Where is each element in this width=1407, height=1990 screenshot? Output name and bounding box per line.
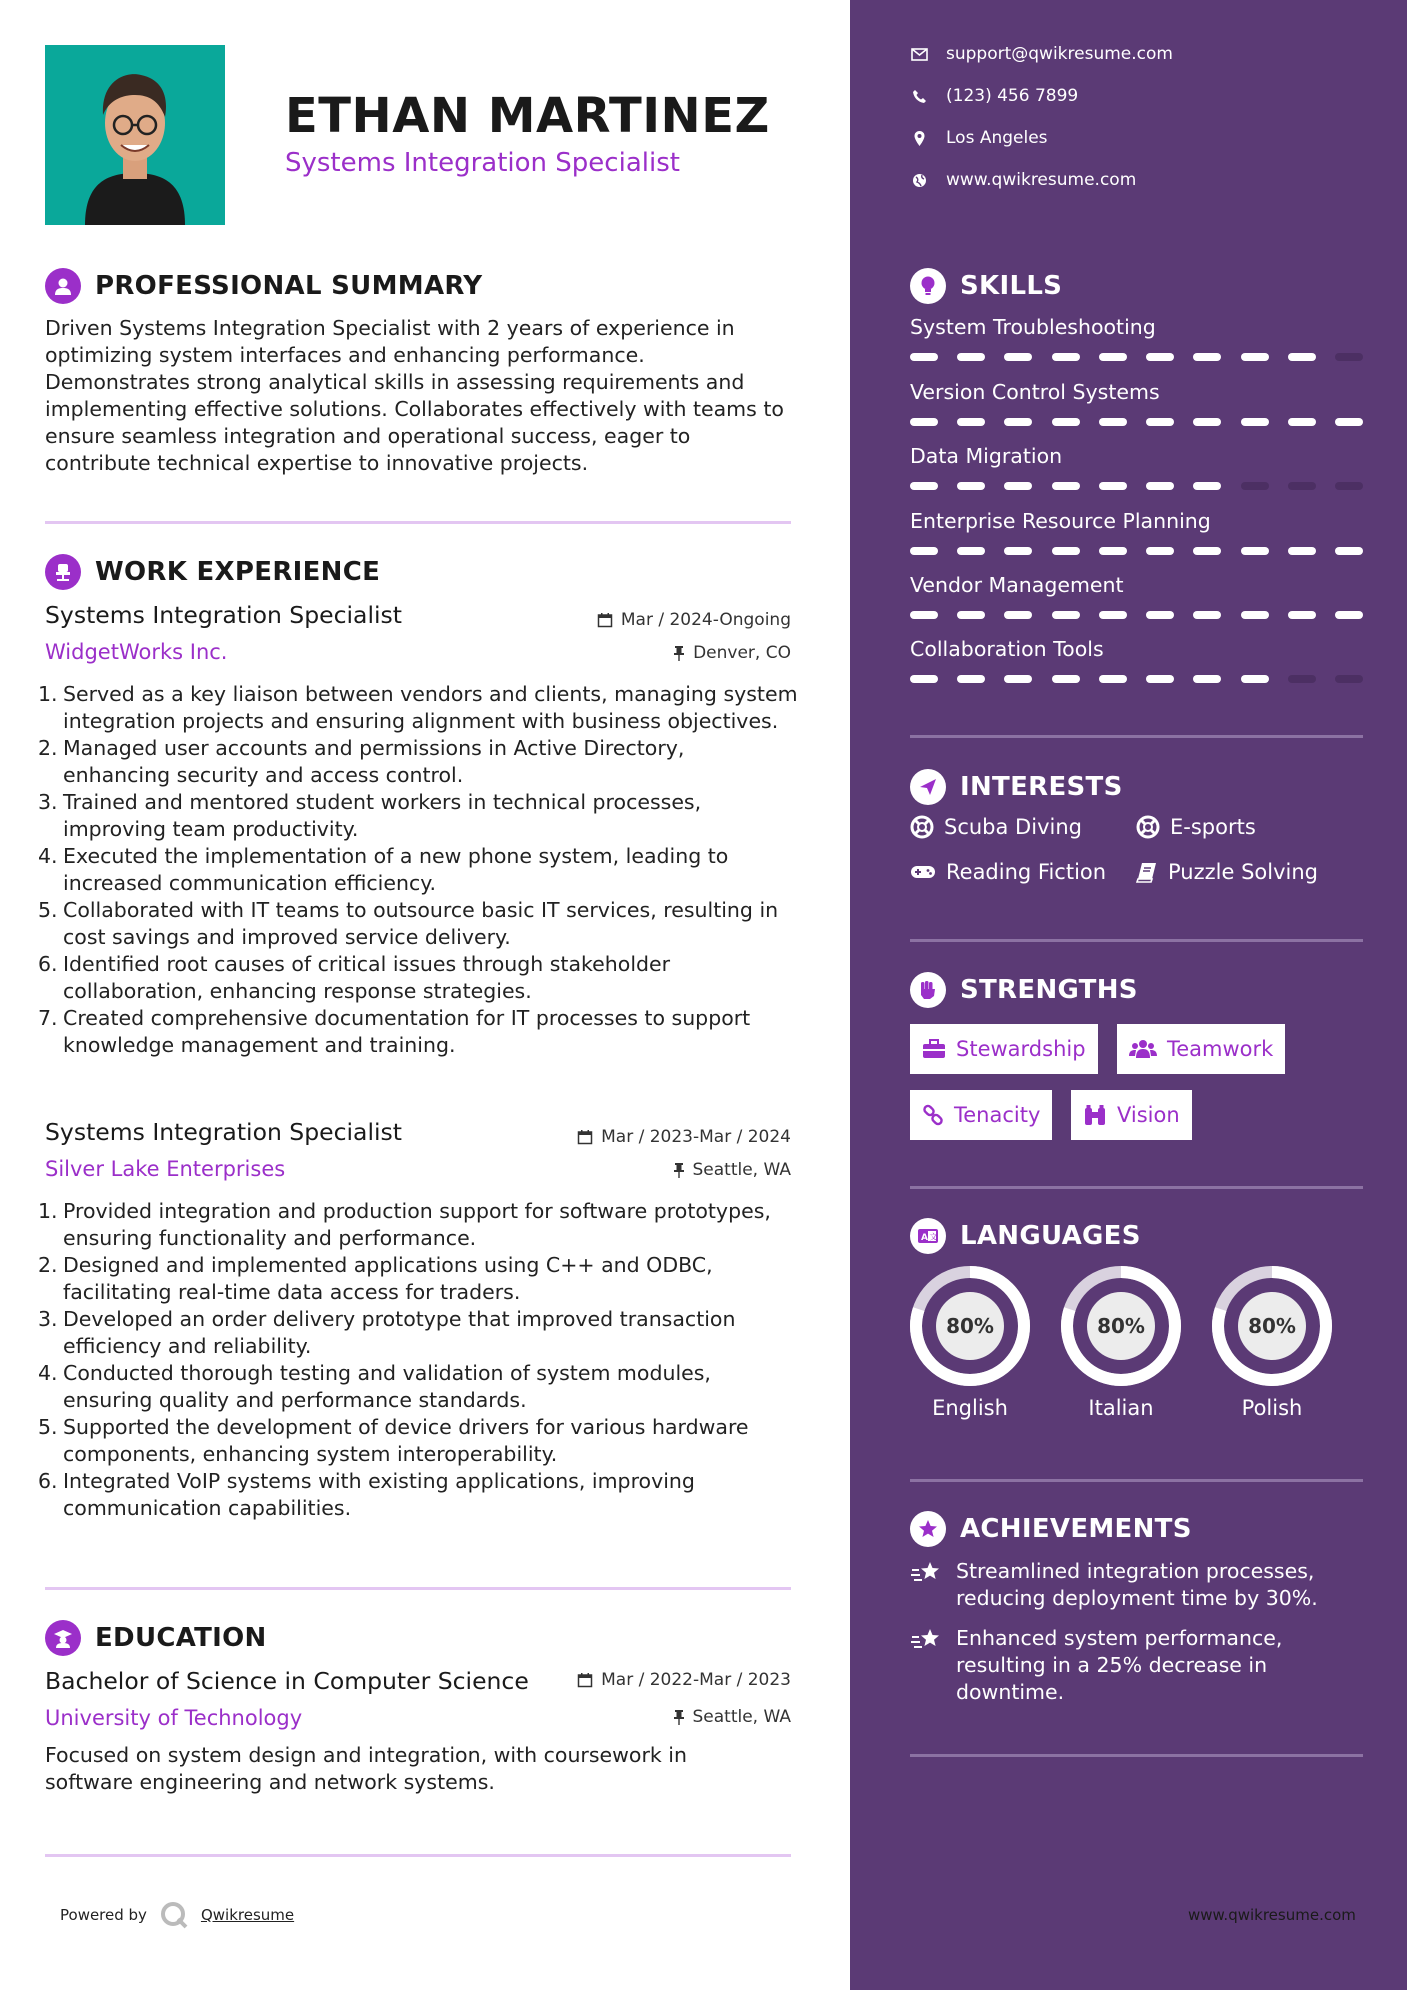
skill-segment-filled [1288,353,1316,361]
calendar-icon [577,1672,593,1688]
skill-segment-filled [1241,675,1269,683]
divider [910,939,1363,942]
language-icon [910,1218,946,1254]
strength-chip: Stewardship [910,1024,1098,1074]
achievements-heading: ACHIEVEMENTS [960,1514,1192,1544]
skill-segment-empty [1335,675,1363,683]
list-item: 1. Provided integration and production support for software prototypes, ensuring functionality and performance. [38,1199,771,1250]
chair-icon [45,554,81,590]
skill-segment-filled [1099,611,1127,619]
divider [910,735,1363,738]
skill-segment-filled [1099,547,1127,555]
list-item: 2. Designed and implemented applications using C++ and ODBC, facilitating real-time data access for traders. [38,1253,713,1304]
interest-item: Scuba Diving [910,815,1082,839]
skill-segment-empty [1335,353,1363,361]
skill-name: System Troubleshooting [910,315,1156,339]
skill-segment-filled [1146,418,1174,426]
language-percent-label: 80% [1097,1314,1145,1338]
skill-segment-empty [1288,482,1316,490]
paper-plane-icon [910,769,946,805]
job-location [673,643,791,663]
education-location [673,1707,792,1727]
skill-segment-filled [1146,353,1174,361]
link-icon [922,1104,944,1126]
user-icon [45,268,81,304]
lifebuoy-icon [910,815,934,839]
skill-level-bar [910,611,1363,620]
strength-chip: Vision [1071,1090,1192,1140]
list-item: 5. Collaborated with IT teams to outsource basic IT services, resulting in cost savings and improved service delivery. [38,898,779,949]
work-heading: WORK EXPERIENCE [95,557,381,587]
list-item: 3. Trained and mentored student workers in technical processes, improving team productivity. [38,790,702,841]
location-text: Los Angeles [946,128,1048,148]
skill-segment-filled [1099,353,1127,361]
skill-segment-filled [1052,418,1080,426]
skill-segment-filled [1241,547,1269,555]
footer-url[interactable]: www.qwikresume.com [1188,1906,1356,1924]
job-title: Systems Integration Specialist [45,1118,402,1146]
map-pin-icon [910,131,928,146]
users-icon [1129,1039,1157,1059]
skill-name: Data Migration [910,444,1063,468]
skill-segment-filled [1241,418,1269,426]
skill-segment-filled [1146,611,1174,619]
skill-segment-empty [1288,675,1316,683]
summary-header [45,268,482,304]
divider [910,1754,1363,1757]
star-badge-icon [910,1511,946,1547]
skill-segment-filled [1288,547,1316,555]
divider [45,1587,791,1590]
divider [45,521,791,524]
skill-segment-empty [1335,482,1363,490]
summary-text: Driven Systems Integration Specialist with 2 years of experience in optimizing system interfaces and enhancing performance. Demonstrates strong analytical skills in assessing requirements and implementing effective solutions. Collaborates effectively with teams to ensure seamless integration and operational success, eager to contribute technical expertise to innovative projects. [45,316,784,475]
skill-level-bar [910,418,1363,427]
calendar-icon [597,612,613,628]
skill-segment-filled [1146,675,1174,683]
skill-segment-filled [1146,547,1174,555]
skill-level-bar [910,353,1363,362]
gamepad-icon [910,863,936,881]
job-duties [38,681,798,1059]
contact-phone [910,86,1078,106]
skill-segment-filled [910,547,938,555]
list-item: 1. Served as a key liaison between vendors and clients, managing system integration projects and ensuring alignment with business objectives. [38,682,798,733]
list-item: 5. Supported the development of device drivers for various hardware components, enhancing system interoperability. [38,1415,749,1466]
skill-segment-filled [910,482,938,490]
skill-segment-filled [910,611,938,619]
shooting-star-icon [910,1558,944,1612]
interest-item: E-sports [1136,815,1256,839]
contact-email [910,44,1173,64]
interests-heading: INTERESTS [960,772,1123,802]
skill-segment-filled [1335,418,1363,426]
degree-title: Bachelor of Science in Computer Science [45,1667,529,1695]
divider [910,1186,1363,1189]
profile-photo [45,45,225,225]
skill-level-bar [910,675,1363,684]
skill-segment-filled [1004,611,1032,619]
skill-segment-filled [1099,418,1127,426]
job-date [577,1127,791,1147]
skill-segment-filled [1335,611,1363,619]
skill-level-bar [910,547,1363,556]
job-duties [38,1198,798,1522]
job-location [673,1160,792,1180]
powered-label: Powered by [60,1906,147,1924]
skill-segment-filled [1052,353,1080,361]
skill-name: Version Control Systems [910,380,1160,404]
education-date-text: Mar / 2022-Mar / 2023 [601,1670,791,1690]
list-item: 7. Created comprehensive documentation for IT processes to support knowledge management and training. [38,1006,751,1057]
fist-icon [910,972,946,1008]
education-date [577,1670,791,1690]
pin-icon [673,645,685,661]
achievements-header [910,1511,1192,1547]
skill-segment-filled [1099,482,1127,490]
skill-segment-filled [1288,611,1316,619]
language-name: English [932,1396,1008,1420]
skill-segment-filled [910,675,938,683]
contact-website [910,170,1136,190]
skill-segment-filled [1004,353,1032,361]
strength-chip: Teamwork [1117,1024,1285,1074]
company-name: Silver Lake Enterprises [45,1157,286,1181]
list-item: 3. Developed an order delivery prototype that improved transaction efficiency and reliability. [38,1307,736,1358]
skill-segment-filled [1004,675,1032,683]
job-date-text: Mar / 2023-Mar / 2024 [601,1127,791,1147]
skill-segment-filled [957,611,985,619]
skill-segment-filled [1052,611,1080,619]
skill-segment-empty [1241,482,1269,490]
skills-heading: SKILLS [960,271,1063,301]
lightbulb-icon [910,268,946,304]
skill-segment-filled [1241,611,1269,619]
job-date [597,610,791,630]
divider [45,1854,791,1857]
skill-segment-filled [1193,611,1221,619]
svg-text:文: 文 [929,1232,938,1242]
skill-name: Enterprise Resource Planning [910,509,1211,533]
skill-segment-filled [1004,482,1032,490]
skills-header [910,268,1062,304]
phone-text: (123) 456 7899 [946,86,1079,106]
strengths-heading: STRENGTHS [960,975,1138,1005]
graduate-icon [45,1620,81,1656]
language-item [1059,1264,1183,1420]
skill-segment-filled [910,418,938,426]
school-name: University of Technology [45,1706,303,1730]
footer-powered [60,1900,294,1930]
shooting-star-icon [910,1625,944,1706]
binoculars-icon [1083,1104,1107,1126]
skill-segment-filled [1052,547,1080,555]
skill-segment-filled [1052,482,1080,490]
language-percent-label: 80% [1248,1314,1296,1338]
candidate-title: Systems Integration Specialist [285,148,680,178]
briefcase-icon [922,1039,946,1059]
education-text: Focused on system design and integration, with coursework in software engineering and network systems. [45,1743,687,1794]
skill-segment-filled [1335,547,1363,555]
phone-icon [910,89,928,104]
email-text[interactable]: support@qwikresume.com [946,44,1173,64]
languages-header [910,1218,1141,1254]
svg-text:A: A [921,1233,928,1243]
skill-segment-filled [1193,353,1221,361]
list-item: 4. Conducted thorough testing and validation of system modules, ensuring quality and performance standards. [38,1361,711,1412]
skill-segment-filled [910,353,938,361]
skill-segment-filled [1288,418,1316,426]
achievement-item: Enhanced system performance, resulting in a 25% decrease in downtime. [910,1625,1370,1706]
skill-segment-filled [957,353,985,361]
skill-segment-filled [957,482,985,490]
candidate-name: ETHAN MARTINEZ [285,88,770,144]
strengths-header [910,972,1138,1008]
education-header [45,1620,267,1656]
website-text[interactable]: www.qwikresume.com [946,170,1137,190]
job-location-text: Seattle, WA [692,1160,791,1180]
job-title: Systems Integration Specialist [45,601,402,629]
achievement-item: Streamlined integration processes, reducing deployment time by 30%. [910,1558,1370,1612]
skill-segment-filled [1193,547,1221,555]
job-date-text: Mar / 2024-Ongoing [620,610,791,630]
language-progress-ring [1059,1264,1183,1388]
languages-heading: LANGUAGES [960,1221,1141,1251]
interests-header [910,769,1123,805]
skill-segment-filled [1099,675,1127,683]
calendar-icon [577,1129,593,1145]
skill-segment-filled [1193,675,1221,683]
list-item: 4. Executed the implementation of a new phone system, leading to increased communication efficiency. [38,844,729,895]
skill-segment-filled [1193,418,1221,426]
language-percent-label: 80% [946,1314,994,1338]
skill-segment-filled [1052,675,1080,683]
company-name: WidgetWorks Inc. [45,640,228,664]
summary-heading: PROFESSIONAL SUMMARY [95,271,483,301]
skill-segment-filled [957,675,985,683]
language-item [908,1264,1032,1420]
book-icon [1136,861,1158,883]
skill-segment-filled [1004,418,1032,426]
globe-icon [910,173,928,188]
skill-segment-filled [957,418,985,426]
work-header [45,554,380,590]
qwikresume-logo-icon [159,1900,189,1930]
education-heading: EDUCATION [95,1623,267,1653]
language-progress-ring [908,1264,1032,1388]
pin-icon [673,1709,685,1725]
pin-icon [673,1162,685,1178]
language-item [1210,1264,1334,1420]
skill-name: Collaboration Tools [910,637,1104,661]
skill-name: Vendor Management [910,573,1124,597]
list-item: 2. Managed user accounts and permissions in Active Directory, enhancing security and access control. [38,736,685,787]
interest-item: Reading Fiction [910,860,1106,884]
interest-item: Puzzle Solving [1136,860,1318,884]
language-progress-ring [1210,1264,1334,1388]
qwikresume-link[interactable]: Qwikresume [200,1906,295,1924]
contact-location [910,128,1048,148]
skill-segment-filled [1241,353,1269,361]
envelope-icon [910,48,928,61]
strength-chip: Tenacity [910,1090,1052,1140]
language-name: Italian [1088,1396,1154,1420]
skill-segment-filled [1004,547,1032,555]
lifebuoy-icon [1136,815,1160,839]
education-location-text: Seattle, WA [692,1707,791,1727]
skill-segment-filled [1146,482,1174,490]
list-item: 6. Integrated VoIP systems with existing applications, improving communication capabilities. [38,1469,695,1520]
language-name: Polish [1241,1396,1303,1420]
skill-segment-filled [957,547,985,555]
skill-segment-filled [1193,482,1221,490]
job-location-text: Denver, CO [693,643,791,663]
divider [910,1479,1363,1482]
skill-level-bar [910,482,1363,491]
list-item: 6. Identified root causes of critical issues through stakeholder collaboration, enhancing response strategies. [38,952,671,1003]
